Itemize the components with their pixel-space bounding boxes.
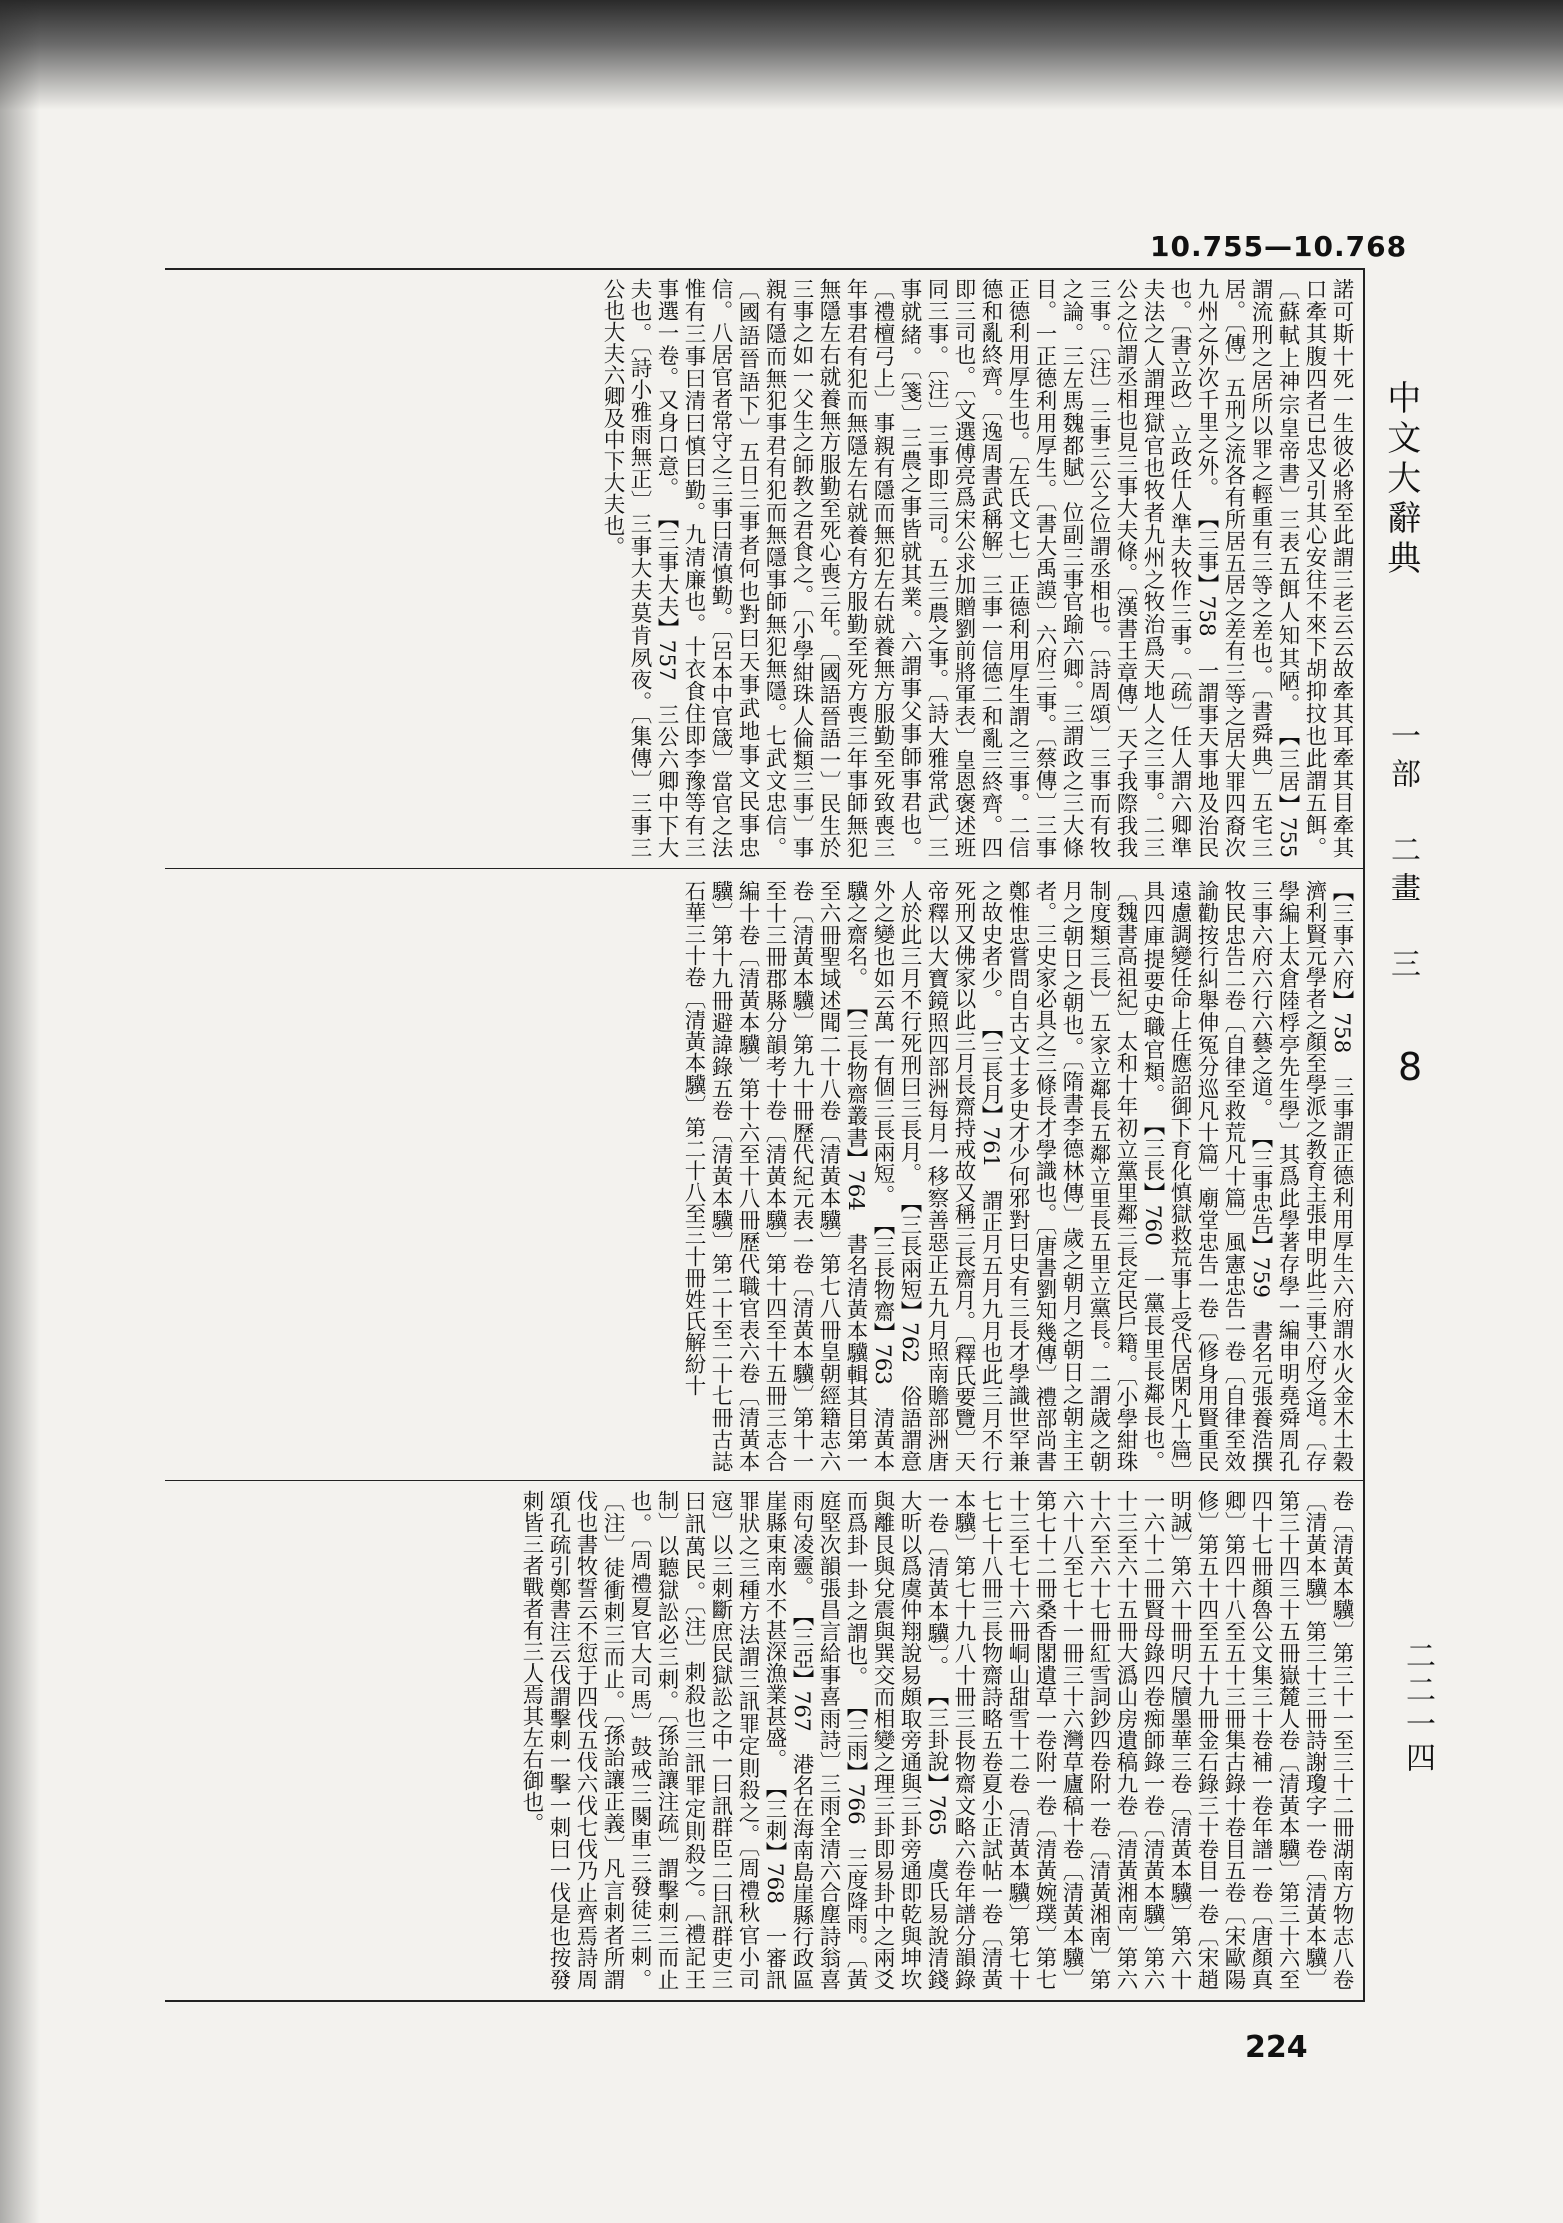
- section-label: 一部 二畫 三: [1385, 720, 1420, 986]
- entry-range: 10.755—10.768: [1150, 230, 1408, 263]
- scan-left-shadow: [0, 0, 40, 2223]
- page-number: 224: [1245, 2030, 1308, 2065]
- entry: 【三事忠告】759 書名元張養浩撰牧民忠告二卷〔自律至救荒凡十篇〕風憲忠告一卷〔自律至效諭勸按行糾舉伸冤分巡凡十篇〕廟堂忠告一卷〔修身用賢重民遠慮調變任命上任應詔御下育化慎獄救荒事上受代居閑凡十篇〕具四庫提要史職官類。: [1140, 880, 1273, 1472]
- entry: 【三刺】768 一審訊罪狀之三種方法謂三訊罪定則殺之。〔周禮秋官小司寇〕以三刺斷庶民獄訟之中一曰訊群臣二曰訊群吏三曰訊萬民。〔注〕刺殺也三訊罪定則殺之。〔禮記王制〕以聽獄訟必三刺。〔孫詒讓注疏〕謂擊刺三而止也。〔周禮夏官大司馬〕鼓戒三闋車三發徒三刺。〔注〕徒衝刺三而止。〔孫詒讓正義〕凡言刺者所謂伐也書牧誓云不愆于四伐五伐六伐七伐乃止齊焉詩周頌孔疏引鄭書注云伐謂擊刺一擊一刺曰一伐是也按發刺皆三者戰者有三人焉其左右御也。: [519, 1490, 787, 1991]
- dictionary-title: 中文大辭典: [1380, 380, 1421, 580]
- entry: 【三居】755 謂流刑之居所以罪之輕重有三等之差也。〔書舜典〕五宅三居。〔傳〕五刑之流各有所居五居之差有三等之居大罪四裔次九州之外次千里之外。: [1194, 278, 1300, 880]
- entry: 【三長物齋】763 清黃本驥之齋名。: [843, 880, 895, 1473]
- entry: 【三長兩短】762 俗語謂意外之變也如云萬一有個三長兩短。: [870, 880, 922, 1472]
- band-divider-upper: [165, 868, 1365, 869]
- handwritten-mark: 8: [1398, 1045, 1423, 1089]
- bottom-rule: [165, 2000, 1365, 2002]
- right-rule: [1363, 268, 1365, 2001]
- text-band-bottom: [170, 1490, 1355, 1990]
- band-divider-lower: [165, 1480, 1365, 1481]
- entry: 【三事六府】758 三事謂正德利用厚生六府謂水火金木土穀濟利賢元學者之顏至學派之教育主張申明此三事六府之道。〔存學編上太倉陸桴亭先生學〕其爲此學著存學一編申明堯舜周孔三事六府六行六藝之道。: [1248, 880, 1354, 1472]
- text-band-middle: [170, 880, 1355, 1472]
- scan-top-shadow: [0, 0, 1563, 110]
- entry: 諾可斯十死一生彼必將至此謂三老云云故牽其耳牽其目牽其口牽其腹四者已忠又引其心安往不來下胡抑抆也此謂五餌。〔蘇軾上神宗皇帝書〕三表五餌人知其陋。: [1275, 278, 1354, 858]
- entry: 【三卦說】765 虞氏易說清錢大昕以爲虞仲翔說易頗取旁通與三卦旁通即乾與坤坎與離艮與兌震與巽交而相變之理三卦即易卦中之兩爻而爲卦一卦之謂也。: [843, 1490, 949, 1990]
- entry: 【三長】760 一黨長里長鄰長也。〔魏書高祖紀〕太和十年初立黨里鄰三長定民戶籍。〔小學紺珠制度類三長〕五家立鄰長五鄰立里長五里立黨長。二謂歲之朝月之朝日之朝也。〔隋書李德林傳〕歲之朝月之朝日之朝主王者。三史家必具之三條長才學識也。〔唐書劉知幾傳〕禮部尚書鄭惟忠嘗問自古文士多史才少何邪對曰史有三長才學識世罕兼之故史者少。: [978, 880, 1165, 1472]
- entry: 【三雨】766 三度降雨。〔黃庭堅次韻張昌言給事喜雨詩〕三雨全清六合塵詩翁喜雨句凌靈。: [789, 1490, 868, 1990]
- entry: 【三長月】761 謂正月五月九月也此三月不行死刑又佛家以此三月長齋持戒故又稱三長齋月。〔釋氏要覽〕天帝釋以大寶鏡照四部洲每月一移察善惡正五九月照南贍部洲唐人於此三月不行死刑曰三長月。: [897, 880, 1003, 1472]
- top-rule: [165, 268, 1365, 270]
- entry: 【三亞】767 港名在海南島崖縣行政區崖縣東南水不甚深漁業甚盛。: [762, 1490, 814, 1990]
- entry: 【三長物齋叢書】764 書名清黃本驥輯其目第一至六冊聖域述聞二十八卷〔清黃本驥〕第七八冊皇朝經籍志六卷〔清黃本驥〕第九十冊歷代紀元表一卷〔清黃本驥〕第十一至十三冊郡縣分韻考十卷〔清黃本驥〕第十四至十五冊三志合編十卷〔清黃本驥〕第十六至十八冊歷代職官表六卷〔清黃本驥〕第十九冊避諱錄五卷〔清黃本驥〕第二十至二十七冊古誌石華三十卷〔清黃本驥〕第二十八至三十冊姓氏解紛十: [681, 880, 868, 1472]
- text-band-top: [170, 278, 1355, 880]
- side-page-number: 二二一四: [1400, 1640, 1435, 1776]
- entry: 卷〔清黃本驥〕第三十一至三十二冊湖南方物志八卷〔清黃本驥〕第三十三冊詩謝瓊字一卷〔清黃本驥〕第三十四三十五冊嶽麓人卷〔清黃本驥〕第三十六至四十七冊顏魯公文集三十卷補一卷年譜一卷〔唐顏真卿〕第四十八至五十三冊集古錄十卷目五卷〔宋歐陽修〕第五十四至五十九冊金石錄三十卷目一卷〔宋趙明誠〕第六十冊明尺牘墨華三卷〔清黃本驥〕第六十一六十二冊賢母錄四卷痴師錄一卷〔清黃本驥〕第六十三至六十五冊大潙山房遺稿九卷〔清黃湘南〕第六十六至六十七冊紅雪詞鈔四卷附一卷〔清黃湘南〕第六十八至七十一冊三十六灣草廬稿十卷〔清黃本驥〕第七十二冊桑香閣遺草一卷附一卷〔清黃婉璞〕第七十三至七十六冊峒山甜雪十二卷〔清黃本驥〕第七十七七十八冊三長物齋詩略五卷夏小正試帖一卷〔清黃本驥〕第七十九八十冊三長物齋文略六卷年譜分韻錄一卷〔清黃本驥〕。: [924, 1490, 1354, 1990]
- entry: 【三事大夫】757 三公六卿中下大夫也。〔詩小雅雨無正〕三事大夫莫肯夙夜。〔集傳〕三事三公也大夫六卿及中下大夫也。: [600, 278, 679, 858]
- entry: 【三事】758 一謂事天事地及治民也。〔書立政〕立政任人準夫牧作三事。〔疏〕任人謂六卿準夫法之人謂理獄官也牧者九州之牧治爲天地人之三事。二三公之位謂丞相也見三事大夫條。〔漢書王章傳〕天子我際我我三事。〔注〕三事三公之位謂丞相也。〔詩周頌〕三事而有牧之論。三左馬魏都賦〕位副三事官踰六卿。三謂政之三大條目。一正德利用厚生。〔書大禹謨〕六府三事。〔蔡傳〕三事正德利用厚生也。〔左氏文七〕正德利用厚生謂之三事。二信德和亂終齊。〔逸周書武稱解〕三事一信德二和亂三終齊。四即三司也。〔文選傅亮爲宋公求加贈劉前將軍表〕皇恩褒述班同三事。〔注〕三事即三司。五三農之事。〔詩大雅常武〕三事就緒。〔箋〕三農之事皆就其業。六謂事父事師事君也。〔禮檀弓上〕事親有隱而無犯左右就養無方服勤至死致喪三年事君有犯而無隱左右就養有方服勤至死方喪三年事師無犯無隱左右就養無方服勤至死心喪三年。〔國語晉語一〕民生於三事之如一父生之師教之君食之。〔小學紺珠人倫類三事〕事親有隱而無犯事君有犯而無隱事師無犯無隱。七武文忠信。〔國語晉語下〕五日三事者何也對曰天事武地事文民事忠信。八居官者常守之三事曰清慎勤。〔呂本中官箴〕當官之法惟有三事曰清曰慎曰勤。九清廉也。十衣食住即李豫等有三事選一卷。又身口意。: [654, 278, 1219, 858]
